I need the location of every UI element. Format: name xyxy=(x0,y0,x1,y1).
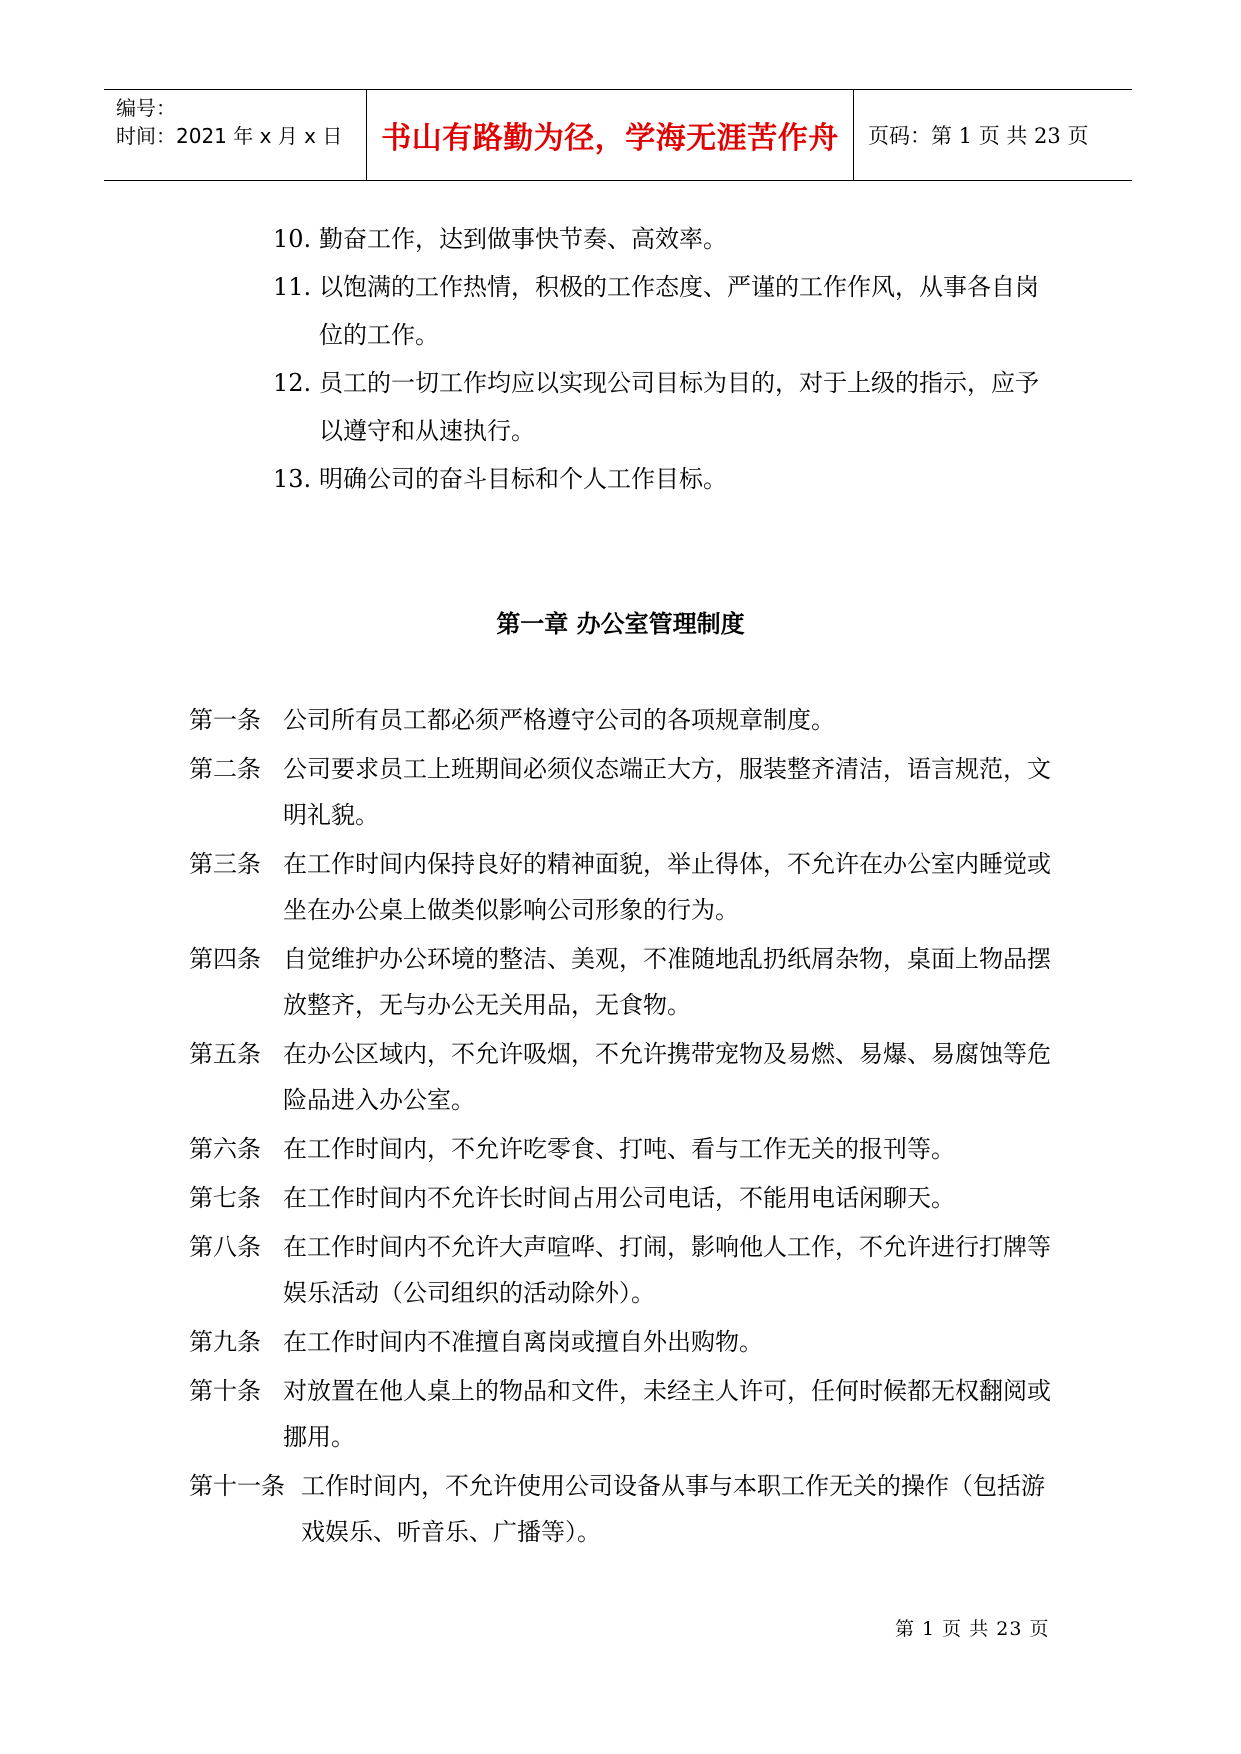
article-text: 自觉维护办公环境的整洁、美观，不准随地乱扔纸屑杂物，桌面上物品摆放整齐，无与办公无关用品，无食物。 xyxy=(283,945,1051,1019)
list-item xyxy=(273,215,1073,263)
header-page-info xyxy=(854,90,1132,180)
article-label: 第七条 xyxy=(189,1184,261,1212)
document-time-label: 时间：2021 年 x 月 x 日 xyxy=(116,124,343,148)
article-text: 在工作时间内保持良好的精神面貌，举止得体，不允许在办公室内睡觉或坐在办公桌上做类似影响公司形象的行为。 xyxy=(283,850,1051,924)
page-header xyxy=(104,89,1132,181)
article-label: 第三条 xyxy=(189,850,261,878)
article-item xyxy=(189,1175,1069,1221)
article-list xyxy=(189,697,1069,1558)
article-item xyxy=(189,1319,1069,1365)
list-item-number: 10. xyxy=(273,225,312,253)
article-text: 在工作时间内，不允许吃零食、打吨、看与工作无关的报刊等。 xyxy=(283,1135,955,1163)
article-label: 第八条 xyxy=(189,1233,261,1261)
article-item xyxy=(189,936,1069,1028)
article-item xyxy=(189,1031,1069,1123)
header-meta xyxy=(104,90,367,180)
article-text: 在工作时间内不允许长时间占用公司电话，不能用电话闲聊天。 xyxy=(283,1184,955,1212)
list-item-text: 员工的一切工作均应以实现公司目标为目的，对于上级的指示，应予以遵守和从速执行。 xyxy=(319,369,1039,445)
header-motto: 书山有路勤为径，学海无涯苦作舟 xyxy=(381,121,839,156)
article-item xyxy=(189,746,1069,838)
article-text: 公司所有员工都必须严格遵守公司的各项规章制度。 xyxy=(283,706,835,734)
list-item xyxy=(273,455,1073,503)
header-page-label: 页码：第 1 页 共 23 页 xyxy=(868,124,1089,148)
article-item xyxy=(189,1224,1069,1316)
article-text: 公司要求员工上班期间必须仪态端正大方，服装整齐清洁，语言规范，文明礼貌。 xyxy=(283,755,1051,829)
article-label: 第二条 xyxy=(189,755,261,783)
list-item-text: 以饱满的工作热情，积极的工作态度、严谨的工作作风，从事各自岗位的工作。 xyxy=(319,273,1039,349)
article-text: 在工作时间内不允许大声喧哗、打闹，影响他人工作，不允许进行打牌等娱乐活动（公司组织的活动除外）。 xyxy=(283,1233,1051,1307)
article-label: 第五条 xyxy=(189,1040,261,1068)
list-item-text: 明确公司的奋斗目标和个人工作目标。 xyxy=(319,465,727,493)
list-item xyxy=(273,359,1073,455)
list-item-number: 12. xyxy=(273,369,312,397)
article-label: 第九条 xyxy=(189,1328,261,1356)
article-item xyxy=(189,1368,1069,1460)
page-footer: 第 1 页 共 23 页 xyxy=(895,1618,1050,1640)
list-item-number: 11. xyxy=(273,273,312,301)
article-text: 在办公区域内，不允许吸烟，不允许携带宠物及易燃、易爆、易腐蚀等危险品进入办公室。 xyxy=(283,1040,1051,1114)
article-item xyxy=(189,1126,1069,1172)
article-label: 第十一条 xyxy=(189,1472,285,1500)
list-item-text: 勤奋工作，达到做事快节奏、高效率。 xyxy=(319,225,727,253)
article-label: 第十条 xyxy=(189,1377,261,1405)
intro-numbered-list xyxy=(273,215,1073,503)
article-text: 对放置在他人桌上的物品和文件，未经主人许可，任何时候都无权翻阅或挪用。 xyxy=(283,1377,1051,1451)
article-item xyxy=(189,697,1069,743)
article-label: 第四条 xyxy=(189,945,261,973)
article-text: 工作时间内，不允许使用公司设备从事与本职工作无关的操作（包括游戏娱乐、听音乐、广播等）。 xyxy=(301,1472,1045,1546)
document-number-label: 编号： xyxy=(116,96,176,120)
list-item-number: 13. xyxy=(273,465,312,493)
article-text: 在工作时间内不准擅自离岗或擅自外出购物。 xyxy=(283,1328,763,1356)
article-item xyxy=(189,1463,1069,1555)
article-item xyxy=(189,841,1069,933)
article-label: 第六条 xyxy=(189,1135,261,1163)
list-item xyxy=(273,263,1073,359)
header-motto-cell xyxy=(367,90,854,180)
article-label: 第一条 xyxy=(189,706,261,734)
chapter-title: 第一章 办公室管理制度 xyxy=(496,609,745,638)
